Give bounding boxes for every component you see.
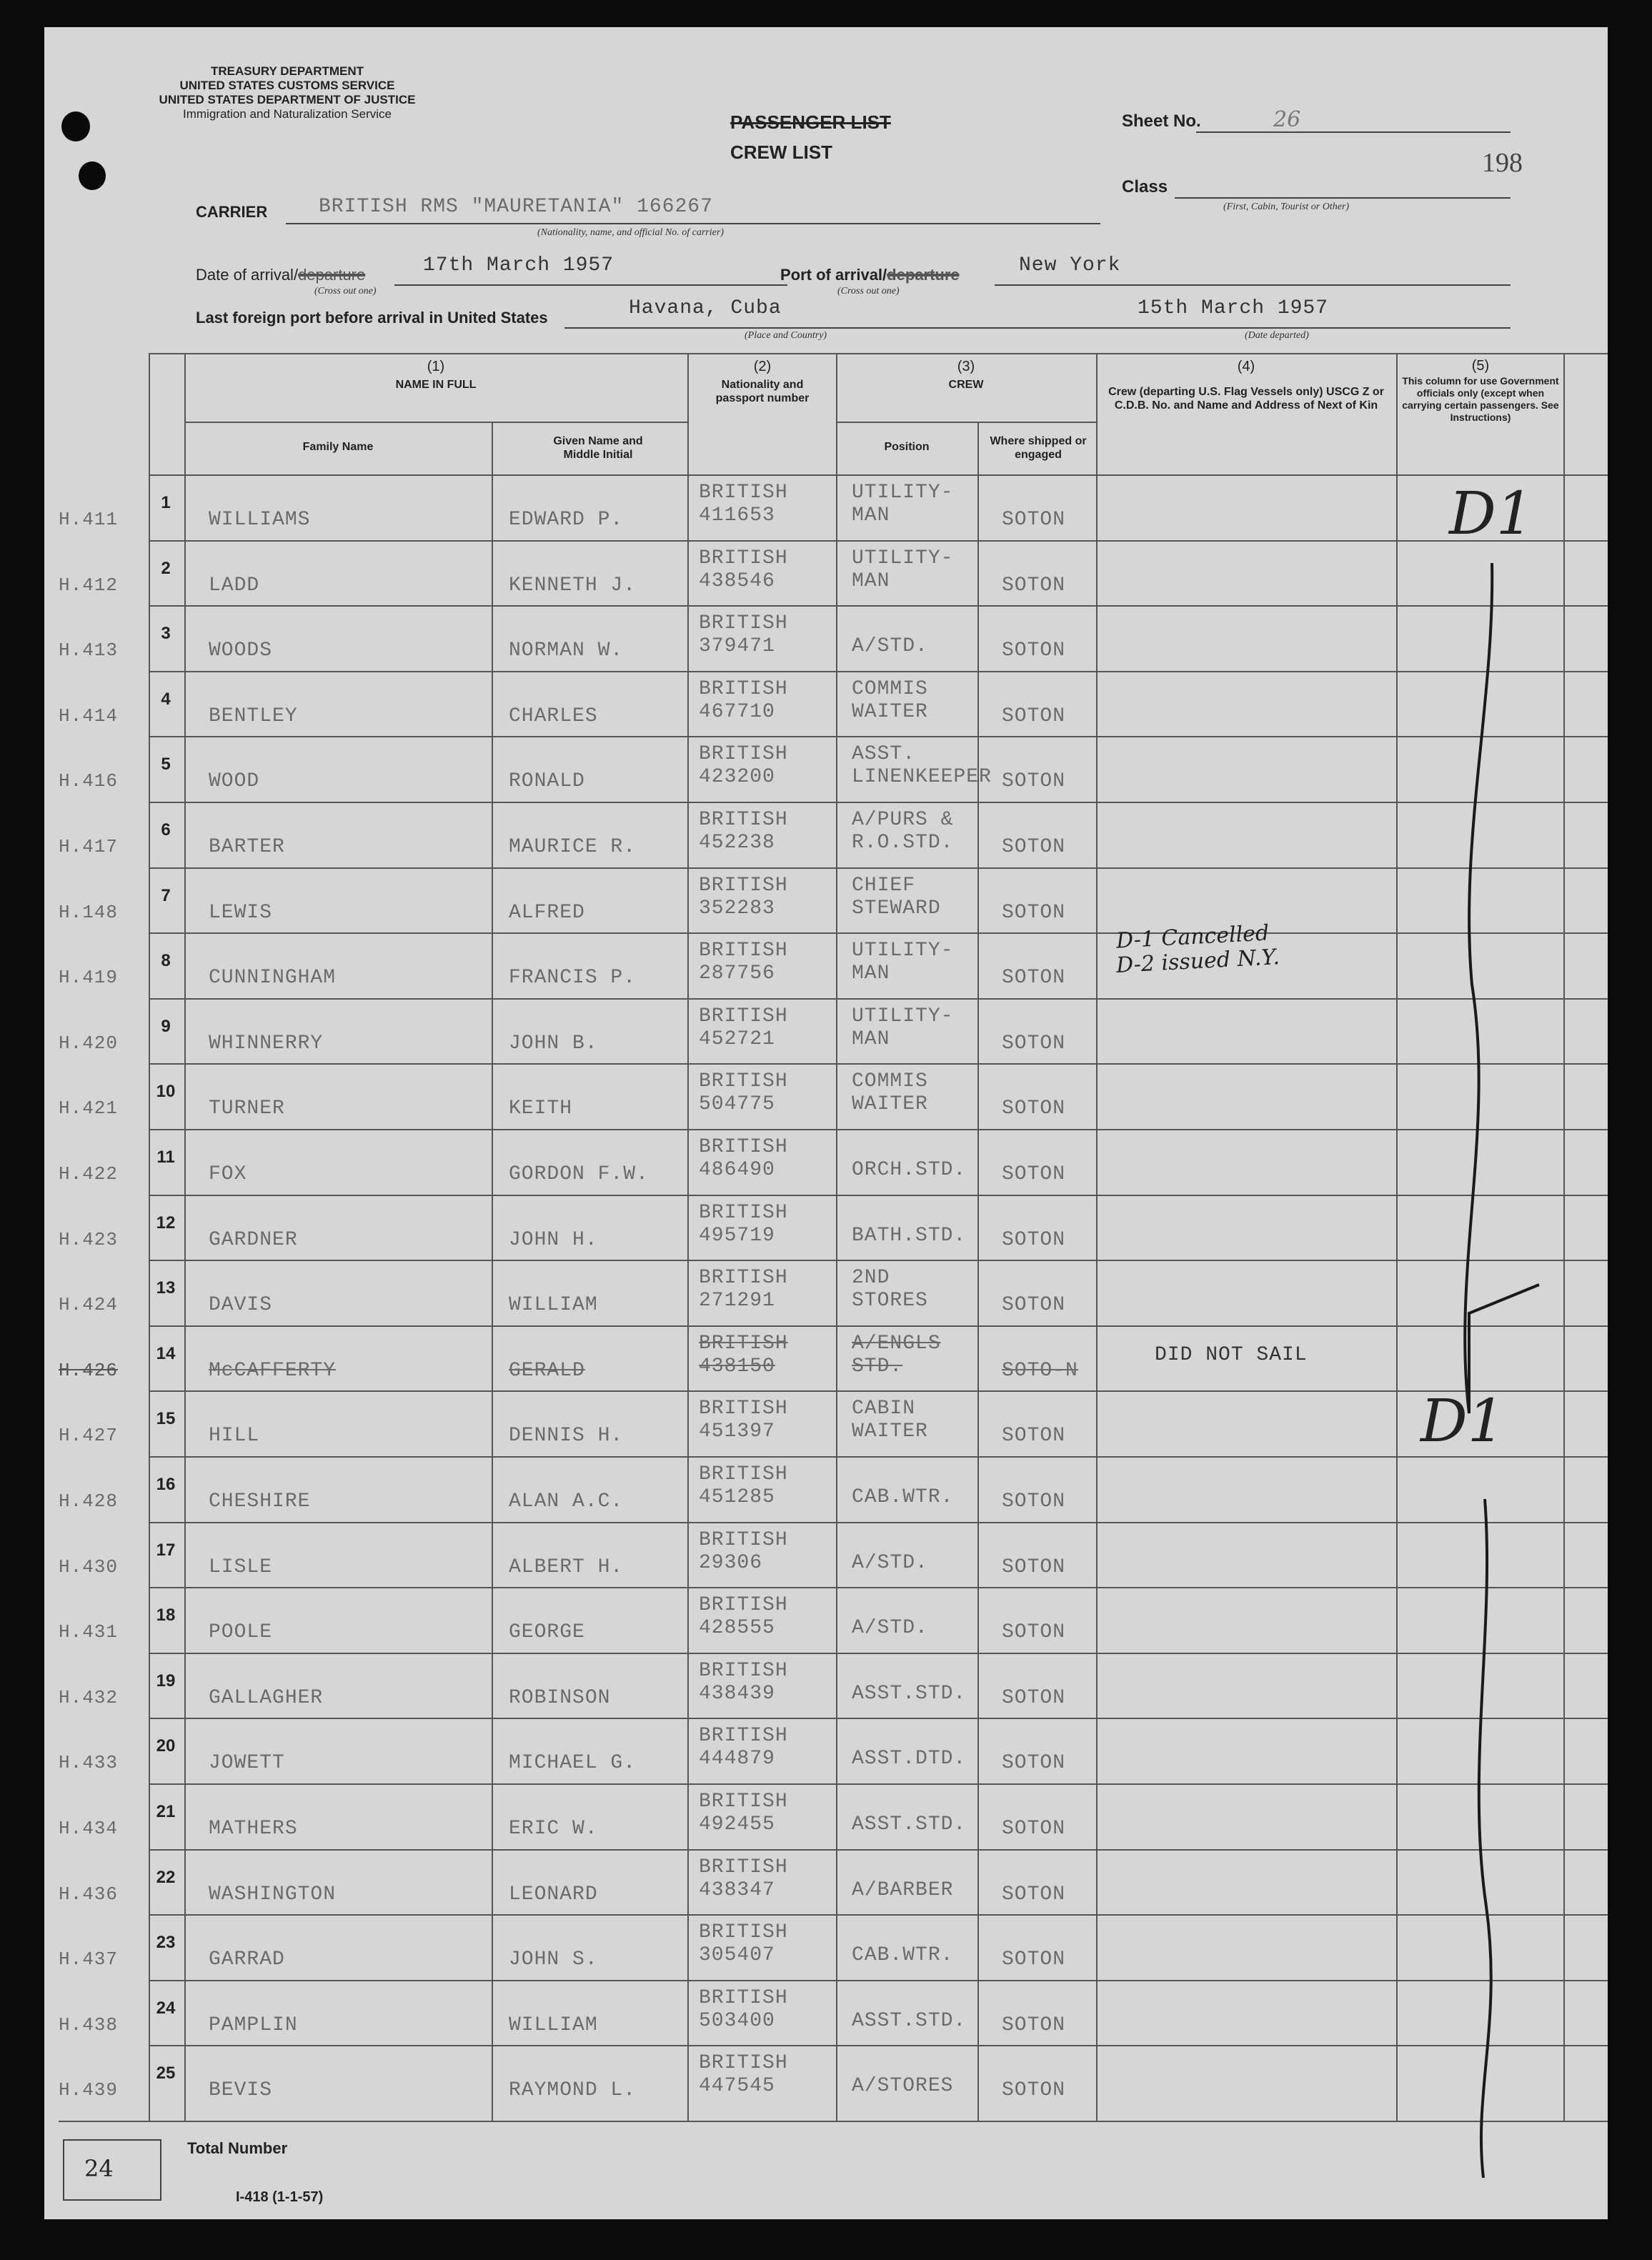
- nationality: BRITISH: [699, 1856, 788, 1878]
- given-name-header: Given Name and Middle Initial: [553, 435, 643, 461]
- position-line1: CABIN: [852, 1398, 916, 1420]
- col2-number: (2): [753, 359, 772, 374]
- passport-number: 452238: [699, 832, 775, 854]
- row-note: DID NOT SAIL: [1155, 1343, 1308, 1366]
- row-number: 4: [161, 689, 171, 709]
- bracket-line-top: [1465, 563, 1539, 1413]
- nationality: BRITISH: [699, 482, 788, 504]
- class-label: Class: [1122, 177, 1168, 196]
- row-number: 21: [156, 1802, 176, 1821]
- date-departed-value: 15th March 1957: [1138, 297, 1329, 319]
- row-code: H.432: [59, 1686, 119, 1708]
- family-name: BEVIS: [209, 2079, 273, 2102]
- given-name: CHARLES: [509, 705, 598, 727]
- handwritten-note-line1: D-1 Cancelled: [1115, 920, 1270, 954]
- row-number: 5: [161, 755, 171, 775]
- where-engaged: SOTON: [1002, 901, 1066, 924]
- col4-number: (4): [1237, 359, 1255, 374]
- position-line2: MAN: [852, 569, 890, 592]
- col-line-crew: [836, 353, 837, 2121]
- family-name: BENTLEY: [209, 705, 298, 727]
- table-subhead-line-1: [184, 422, 687, 423]
- row-code: H.420: [59, 1032, 119, 1054]
- where-engaged: SOTON: [1002, 1555, 1066, 1578]
- position-line2: ASST.STD.: [852, 1813, 967, 1836]
- row-code: H.426: [59, 1359, 119, 1381]
- passport-number: 495719: [699, 1224, 775, 1247]
- given-name: KEITH: [509, 1097, 573, 1120]
- col3-number: (3): [957, 359, 975, 374]
- position-line2: WAITER: [852, 1420, 928, 1443]
- where-engaged: SOTON: [1002, 639, 1066, 662]
- family-name: MATHERS: [209, 1818, 298, 1840]
- family-name: GARRAD: [209, 1948, 285, 1971]
- row-number: 10: [156, 1082, 176, 1102]
- row-code: H.424: [59, 1294, 119, 1316]
- where-engaged: SOTON: [1002, 770, 1066, 793]
- row-number: 14: [156, 1343, 176, 1363]
- given-name: MICHAEL G.: [509, 1752, 637, 1775]
- col5-header: [1402, 360, 1559, 424]
- where-engaged: SOTON: [1002, 967, 1066, 990]
- position-line2: CAB.WTR.: [852, 1944, 954, 1967]
- given-name: WILLIAM: [509, 2013, 598, 2036]
- nationality: BRITISH: [699, 809, 788, 831]
- family-name: McCAFFERTY: [209, 1359, 337, 1382]
- position-line2: ASST.STD.: [852, 2009, 967, 2032]
- row-number: 23: [156, 1933, 176, 1953]
- position-line2: MAN: [852, 1027, 890, 1050]
- position-line2: WAITER: [852, 1093, 928, 1116]
- date-label-text: Date of arrival/: [196, 266, 299, 284]
- bracket-line-bottom: [1479, 1499, 1491, 2178]
- row-code: H.433: [59, 1752, 119, 1774]
- where-engaged: SOTON: [1002, 574, 1066, 597]
- passport-number: 444879: [699, 1748, 775, 1771]
- position-line1: A/ENGLS: [852, 1332, 941, 1355]
- last-port-label: Last foreign port before arrival in United States: [196, 309, 548, 327]
- struck-list-title: PASSENGER LIST: [730, 111, 891, 133]
- passport-number: 451285: [699, 1486, 775, 1508]
- col4-header: [1103, 360, 1389, 412]
- passport-number: 504775: [699, 1093, 775, 1116]
- where-engaged: SOTON: [1002, 1425, 1066, 1448]
- position-line1: UTILITY-: [852, 1005, 954, 1027]
- family-name: LADD: [209, 574, 260, 597]
- family-name: GALLAGHER: [209, 1686, 324, 1709]
- family-name: WOOD: [209, 770, 260, 793]
- given-name: NORMAN W.: [509, 639, 624, 662]
- row-code: H.422: [59, 1163, 119, 1185]
- position-line2: WAITER: [852, 700, 928, 723]
- family-name: WOODS: [209, 639, 273, 662]
- last-port-value: Havana, Cuba: [629, 297, 782, 319]
- col1-number: (1): [427, 359, 445, 374]
- col-line-given: [492, 422, 493, 2121]
- family-name: CHESHIRE: [209, 1490, 311, 1513]
- row-code: H.437: [59, 1948, 119, 1971]
- nationality: BRITISH: [699, 1267, 788, 1290]
- col-line-where: [977, 422, 979, 2121]
- where-header: Where shipped or engaged: [990, 435, 1087, 461]
- given-name: ERIC W.: [509, 1818, 598, 1840]
- last-port-caption: (Place and Country): [745, 330, 827, 341]
- position-line1: COMMIS: [852, 677, 928, 700]
- row-code: H.434: [59, 1818, 119, 1839]
- given-name: ROBINSON: [509, 1686, 611, 1709]
- passport-number: 467710: [699, 700, 775, 723]
- col1-title: NAME IN FULL: [395, 379, 477, 391]
- col2-title: Nationality and passport number: [715, 379, 810, 404]
- row-number: 2: [161, 558, 171, 578]
- row-code: H.428: [59, 1490, 119, 1512]
- nationality: BRITISH: [699, 874, 788, 897]
- position-line1: ASST.: [852, 743, 916, 766]
- row-number: 16: [156, 1475, 176, 1494]
- handwritten-bracket-lines: [1388, 484, 1573, 2199]
- family-name: DAVIS: [209, 1294, 273, 1317]
- port-label: [780, 266, 960, 284]
- nationality: BRITISH: [699, 940, 788, 962]
- passport-number: 492455: [699, 1813, 775, 1836]
- nationality: BRITISH: [699, 743, 788, 766]
- family-name: BARTER: [209, 836, 285, 858]
- position-line2: A/STORES: [852, 2075, 954, 2098]
- given-name: ALBERT H.: [509, 1555, 624, 1578]
- row-number: 11: [156, 1148, 175, 1167]
- row-code: H.439: [59, 2079, 119, 2101]
- family-name: FOX: [209, 1163, 247, 1185]
- row-code: H.436: [59, 1883, 119, 1905]
- where-engaged: SOTON: [1002, 1883, 1066, 1906]
- position-line2: LINENKEEPER: [852, 766, 992, 789]
- row-code: H.421: [59, 1097, 119, 1120]
- row-number: 19: [156, 1671, 176, 1691]
- row-number: 3: [161, 624, 171, 644]
- position-line1: UTILITY-: [852, 940, 954, 962]
- port-struck: departure: [887, 266, 960, 284]
- class-underline: [1175, 197, 1511, 199]
- row-number: 6: [161, 820, 171, 840]
- port-cross-caption: (Cross out one): [837, 286, 900, 297]
- passport-number: 287756: [699, 962, 775, 985]
- table-subhead-line-3: [836, 422, 1096, 423]
- table-header-bottom: [149, 474, 1608, 476]
- row-code: H.413: [59, 639, 119, 662]
- col1-header: [184, 360, 687, 392]
- row-code: H.430: [59, 1555, 119, 1578]
- row-number: 12: [156, 1213, 176, 1233]
- position-line1: CHIEF: [852, 874, 916, 897]
- position-line2: ASST.DTD.: [852, 1748, 967, 1771]
- agency-line: Immigration and Naturalization Service: [183, 107, 392, 121]
- family-name: WHINNERRY: [209, 1032, 324, 1055]
- where-engaged: SOTON: [1002, 1163, 1066, 1185]
- position-line2: STD.: [852, 1355, 903, 1378]
- where-engaged: SOTON: [1002, 836, 1066, 858]
- given-name: LEONARD: [509, 1883, 598, 1906]
- date-value: 17th March 1957: [423, 254, 614, 277]
- family-name: CUNNINGHAM: [209, 967, 337, 990]
- port-label-text: Port of arrival/: [780, 266, 887, 284]
- row-number: 25: [156, 2064, 176, 2084]
- agency-line: UNITED STATES CUSTOMS SERVICE: [179, 79, 395, 92]
- nationality: BRITISH: [699, 1594, 788, 1617]
- passport-number: 428555: [699, 1617, 775, 1640]
- position-line1: A/PURS &: [852, 809, 954, 831]
- family-name: WILLIAMS: [209, 509, 311, 531]
- family-name: WASHINGTON: [209, 1883, 337, 1906]
- nationality: BRITISH: [699, 1332, 788, 1355]
- col4-title: Crew (departing U.S. Flag Vessels only) USCG Z or C.D.B. No. and Name and Address of Next of Kin: [1108, 386, 1384, 412]
- passport-number: 452721: [699, 1027, 775, 1050]
- row-number: 18: [156, 1606, 176, 1626]
- nationality: BRITISH: [699, 1791, 788, 1813]
- where-engaged: SOTON: [1002, 1294, 1066, 1317]
- passport-number: 379471: [699, 635, 775, 658]
- carrier-value: BRITISH RMS "MAURETANIA" 166267: [319, 196, 713, 218]
- form-number: I-418 (1-1-57): [236, 2189, 324, 2205]
- nationality: BRITISH: [699, 1921, 788, 1944]
- carrier-label: CARRIER: [196, 203, 268, 221]
- row-number: 13: [156, 1278, 176, 1298]
- family-name: HILL: [209, 1425, 260, 1448]
- punch-hole-top: [61, 111, 90, 141]
- nationality: BRITISH: [699, 1725, 788, 1748]
- position-line2: A/STD.: [852, 1551, 928, 1574]
- nationality: BRITISH: [699, 1528, 788, 1551]
- given-name: WILLIAM: [509, 1294, 598, 1317]
- position-line2: CAB.WTR.: [852, 1486, 954, 1508]
- nationality: BRITISH: [699, 1070, 788, 1093]
- family-name: POOLE: [209, 1621, 273, 1644]
- position-header: Position: [884, 441, 930, 453]
- given-name: EDWARD P.: [509, 509, 624, 531]
- family-name: LISLE: [209, 1555, 273, 1578]
- row-code: H.438: [59, 2013, 119, 2036]
- row-number: 17: [156, 1540, 176, 1560]
- col2-header: [709, 360, 816, 405]
- row-number: 7: [161, 885, 171, 905]
- given-name: RONALD: [509, 770, 585, 793]
- stamp-number: 198: [1482, 148, 1523, 178]
- position-line1: COMMIS: [852, 1070, 928, 1093]
- row-code: H.427: [59, 1425, 119, 1447]
- family-name: LEWIS: [209, 901, 273, 924]
- hand-d1-bottom: D1: [1420, 1388, 1505, 1455]
- passport-number: 423200: [699, 766, 775, 789]
- where-engaged: SOTON: [1002, 1097, 1066, 1120]
- port-underline: [995, 284, 1511, 286]
- given-name: JOHN H.: [509, 1228, 598, 1251]
- row-code: H.416: [59, 770, 119, 792]
- position-line2: STEWARD: [852, 897, 941, 920]
- row-number: 24: [156, 1998, 176, 2018]
- nationality: BRITISH: [699, 677, 788, 700]
- row-code: H.411: [59, 509, 119, 530]
- carrier-underline: [286, 223, 1100, 224]
- passport-number: 438150: [699, 1355, 775, 1378]
- position-line2: A/STD.: [852, 1617, 928, 1640]
- given-name: MAURICE R.: [509, 836, 637, 858]
- carrier-caption: (Nationality, name, and official No. of carrier): [537, 227, 724, 238]
- nationality: BRITISH: [699, 1986, 788, 2009]
- nationality: BRITISH: [699, 1463, 788, 1485]
- date-underline: [394, 284, 787, 286]
- position-line2: R.O.STD.: [852, 832, 954, 854]
- nationality: BRITISH: [699, 2052, 788, 2075]
- last-port-underline: [564, 327, 1093, 329]
- where-engaged: SOTON: [1002, 509, 1066, 531]
- given-name: FRANCIS P.: [509, 967, 637, 990]
- table-bottom-border: [59, 2121, 1608, 2122]
- passport-number: 411653: [699, 504, 775, 527]
- where-engaged: SOTON: [1002, 1032, 1066, 1055]
- date-departed-caption: (Date departed): [1245, 330, 1309, 341]
- position-line2: A/BARBER: [852, 1878, 954, 1901]
- nationality: BRITISH: [699, 1005, 788, 1027]
- class-caption: (First, Cabin, Tourist or Other): [1223, 201, 1350, 212]
- row-number: 9: [161, 1016, 171, 1036]
- passport-number: 503400: [699, 2009, 775, 2032]
- given-name: RAYMOND L.: [509, 2079, 637, 2102]
- position-line2: MAN: [852, 962, 890, 985]
- given-name: GEORGE: [509, 1621, 585, 1644]
- row-number: 8: [161, 951, 171, 971]
- passport-number: 447545: [699, 2075, 775, 2098]
- given-name: GERALD: [509, 1359, 585, 1382]
- col5-title: This column for use Government officials only (except when carrying certain passengers. See Instructions): [1402, 375, 1559, 423]
- port-value: New York: [1019, 254, 1121, 277]
- family-name: GARDNER: [209, 1228, 298, 1251]
- sheet-underline: [1196, 131, 1511, 133]
- nationality: BRITISH: [699, 1201, 788, 1224]
- passport-number: 352283: [699, 897, 775, 920]
- passport-number: 486490: [699, 1159, 775, 1181]
- col-line-left: [149, 353, 150, 2121]
- nationality: BRITISH: [699, 1136, 788, 1158]
- position-line2: BATH.STD.: [852, 1224, 967, 1247]
- given-name: ALAN A.C.: [509, 1490, 624, 1513]
- where-engaged: SOTON: [1002, 1490, 1066, 1513]
- passport-number: 305407: [699, 1944, 775, 1967]
- row-number: 20: [156, 1736, 176, 1756]
- position-line2: A/STD.: [852, 635, 928, 658]
- row-code: H.431: [59, 1621, 119, 1643]
- col-line-nat: [687, 353, 689, 2121]
- position-line1: UTILITY-: [852, 482, 954, 504]
- col5-number: (5): [1471, 358, 1490, 374]
- sheet-number: 26: [1273, 107, 1301, 132]
- position-line2: STORES: [852, 1290, 928, 1313]
- position-line2: ASST.STD.: [852, 1682, 967, 1705]
- col-line-c4: [1096, 353, 1098, 2121]
- passport-number: 438347: [699, 1878, 775, 1901]
- nationality: BRITISH: [699, 1398, 788, 1420]
- punch-hole-bottom: [79, 161, 106, 190]
- where-engaged: SOTON: [1002, 1686, 1066, 1709]
- position-line2: ORCH.STD.: [852, 1159, 967, 1181]
- hand-d1-top: D1: [1449, 480, 1533, 548]
- total-label: Total Number: [187, 2139, 288, 2157]
- row-number: 15: [156, 1409, 176, 1429]
- date-struck: departure: [298, 266, 366, 284]
- where-engaged: SOTON: [1002, 1752, 1066, 1775]
- family-name: PAMPLIN: [209, 2013, 298, 2036]
- position-line1: 2ND: [852, 1267, 890, 1290]
- col3-header: [836, 360, 1096, 392]
- sheet-label: Sheet No.: [1122, 111, 1201, 131]
- passport-number: 438546: [699, 569, 775, 592]
- given-name: ALFRED: [509, 901, 585, 924]
- position-line2: MAN: [852, 504, 890, 527]
- passport-number: 271291: [699, 1290, 775, 1313]
- list-title: CREW LIST: [730, 141, 832, 163]
- handwritten-note-line2: D-2 issued N.Y.: [1115, 945, 1280, 978]
- col-line-rownum: [184, 353, 186, 2121]
- family-name: TURNER: [209, 1097, 285, 1120]
- where-engaged: SOTON: [1002, 2013, 1066, 2036]
- manifest-page: [44, 27, 1608, 2219]
- given-name: JOHN B.: [509, 1032, 598, 1055]
- given-name: GORDON F.W.: [509, 1163, 649, 1185]
- col3-title: CREW: [948, 379, 984, 391]
- position-line1: UTILITY-: [852, 547, 954, 569]
- row-code: H.414: [59, 705, 119, 727]
- where-engaged: SOTON: [1002, 2079, 1066, 2102]
- given-name: KENNETH J.: [509, 574, 637, 597]
- row-code: H.148: [59, 901, 119, 923]
- nationality: BRITISH: [699, 1659, 788, 1682]
- where-engaged: SOTO-N: [1002, 1359, 1078, 1382]
- where-engaged: SOTON: [1002, 1818, 1066, 1840]
- row-code: H.417: [59, 836, 119, 857]
- family-name-header: Family Name: [302, 441, 374, 453]
- total-value: 24: [84, 2155, 114, 2182]
- agency-line: TREASURY DEPARTMENT: [210, 64, 364, 78]
- where-engaged: SOTON: [1002, 705, 1066, 727]
- date-departed-underline: [1075, 327, 1511, 329]
- where-engaged: SOTON: [1002, 1948, 1066, 1971]
- row-number: 22: [156, 1867, 176, 1887]
- passport-number: 438439: [699, 1682, 775, 1705]
- nationality: BRITISH: [699, 612, 788, 635]
- date-label: [196, 266, 365, 284]
- passport-number: 29306: [699, 1551, 763, 1574]
- nationality: BRITISH: [699, 547, 788, 569]
- table-top-border: [149, 353, 1608, 354]
- row-code: H.423: [59, 1228, 119, 1250]
- given-name: JOHN S.: [509, 1948, 598, 1971]
- agency-header: [87, 64, 487, 121]
- row-number: 1: [161, 493, 171, 512]
- where-engaged: SOTON: [1002, 1228, 1066, 1251]
- family-name: JOWETT: [209, 1752, 285, 1775]
- where-engaged: SOTON: [1002, 1621, 1066, 1644]
- row-code: H.412: [59, 574, 119, 596]
- date-cross-caption: (Cross out one): [314, 286, 377, 297]
- passport-number: 451397: [699, 1420, 775, 1443]
- row-code: H.419: [59, 967, 119, 989]
- given-name: DENNIS H.: [509, 1425, 624, 1448]
- agency-line: UNITED STATES DEPARTMENT OF JUSTICE: [159, 93, 416, 106]
